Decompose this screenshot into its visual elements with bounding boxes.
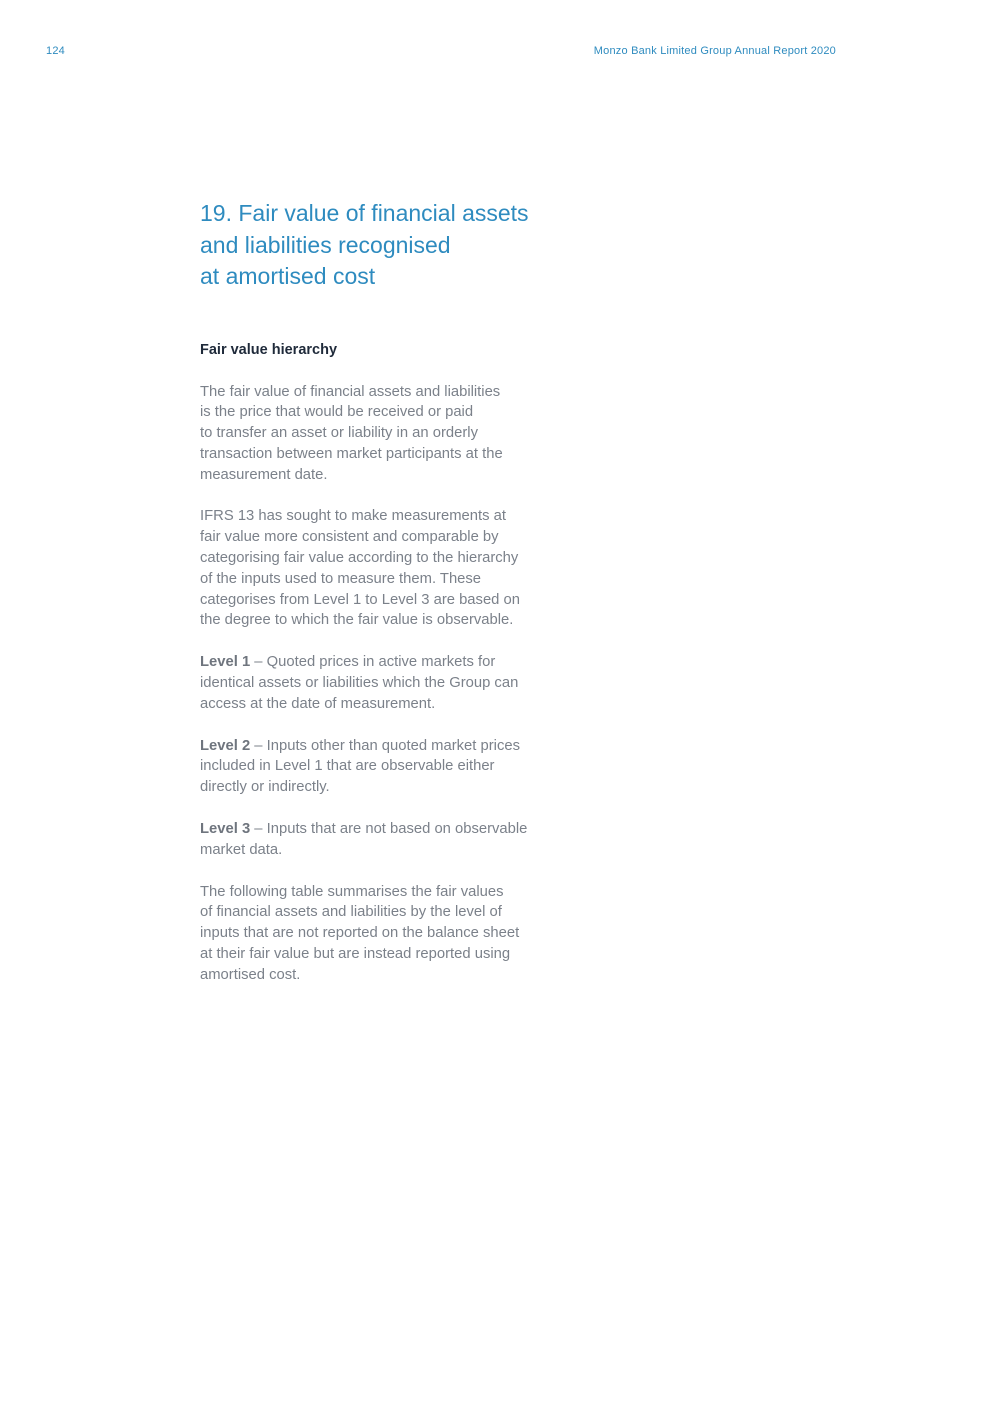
paragraph-line: inputs that are not reported on the balance sheet bbox=[200, 925, 520, 942]
main-content bbox=[200, 198, 570, 986]
paragraph-line: transaction between market participants at the bbox=[200, 445, 503, 462]
paragraph-line: of financial assets and liabilities by the level of bbox=[200, 904, 502, 921]
paragraph-line: market data. bbox=[200, 841, 283, 858]
paragraph-line: directly or indirectly. bbox=[200, 779, 330, 796]
level-2-label: Level 2 bbox=[200, 737, 251, 754]
paragraph-line: to transfer an asset or liability in an orderly bbox=[200, 425, 478, 442]
paragraph-line: amortised cost. bbox=[200, 966, 301, 983]
paragraph-line: The following table summarises the fair values bbox=[200, 883, 504, 900]
paragraph-line bbox=[200, 652, 570, 673]
level-3-label: Level 3 bbox=[200, 821, 251, 838]
paragraph-line: included in Level 1 that are observable either bbox=[200, 758, 495, 775]
paragraph-line: categorising fair value according to the hierarchy bbox=[200, 550, 519, 567]
paragraph-line: the degree to which the fair value is observable. bbox=[200, 612, 514, 629]
section-title bbox=[200, 198, 570, 293]
paragraph-line: measurement date. bbox=[200, 466, 328, 483]
level-1-paragraph bbox=[200, 652, 570, 714]
paragraph-line: The fair value of financial assets and liabilities bbox=[200, 383, 501, 400]
running-header: Monzo Bank Limited Group Annual Report 2020 bbox=[593, 45, 836, 57]
ifrs-paragraph bbox=[200, 506, 570, 631]
level-3-paragraph bbox=[200, 819, 570, 861]
section-title-line: at amortised cost bbox=[200, 263, 376, 289]
paragraph-line: is the price that would be received or paid bbox=[200, 404, 474, 421]
section-title-line: and liabilities recognised bbox=[200, 231, 451, 258]
level-2-paragraph bbox=[200, 736, 570, 798]
paragraph-line: categorises from Level 1 to Level 3 are based on bbox=[200, 591, 520, 608]
level-1-text: – Quoted prices in active markets for bbox=[250, 654, 496, 671]
page-number: 124 bbox=[46, 45, 65, 57]
intro-paragraph bbox=[200, 382, 570, 486]
paragraph-line: access at the date of measurement. bbox=[200, 695, 436, 712]
level-2-text: – Inputs other than quoted market prices bbox=[250, 737, 520, 754]
paragraph-line: identical assets or liabilities which the Group can bbox=[200, 675, 519, 692]
paragraph-line: at their fair value but are instead reported using bbox=[200, 946, 511, 963]
section-title-line: 19. Fair value of financial assets bbox=[200, 200, 529, 226]
paragraph-line: of the inputs used to measure them. These bbox=[200, 570, 482, 587]
summary-paragraph bbox=[200, 882, 570, 986]
level-3-text: – Inputs that are not based on observable bbox=[250, 821, 528, 838]
level-1-label: Level 1 bbox=[200, 654, 251, 671]
paragraph-line: IFRS 13 has sought to make measurements at bbox=[200, 508, 506, 525]
paragraph-line bbox=[200, 736, 570, 757]
paragraph-line bbox=[200, 819, 570, 840]
subheading-fair-value-hierarchy: Fair value hierarchy bbox=[200, 341, 338, 358]
paragraph-line: fair value more consistent and comparable by bbox=[200, 529, 499, 546]
